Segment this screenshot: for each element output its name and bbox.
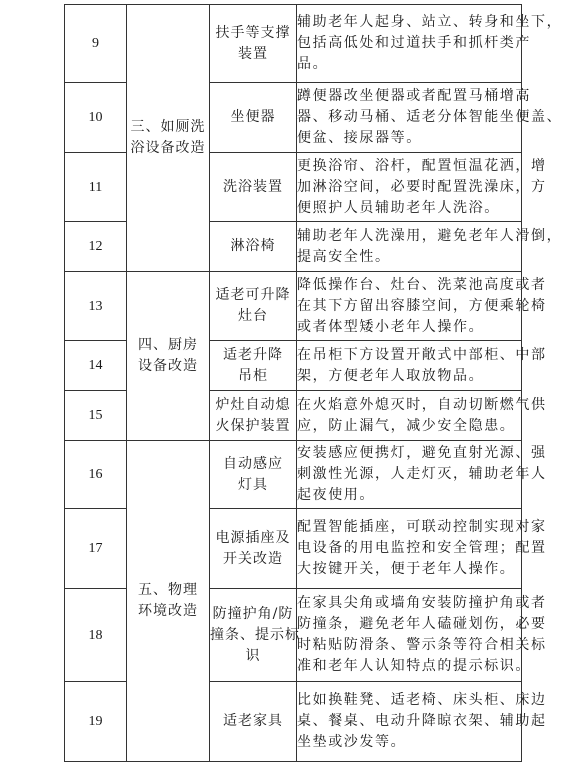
item-name: 适老家具 bbox=[210, 682, 297, 762]
item-name: 防撞护角/防 撞条、提示标 识 bbox=[210, 589, 297, 682]
item-description: 比如换鞋凳、适老椅、床头柜、床边 桌、餐桌、电动升降晾衣架、辅助起 坐垫或沙发等。 bbox=[297, 682, 522, 762]
item-description: 更换浴帘、浴杆，配置恒温花洒，增 加淋浴空间，必要时配置洗澡床，方 便照护人员辅助老年人洗浴。 bbox=[297, 153, 522, 222]
row-number: 13 bbox=[65, 272, 127, 341]
item-description: 在吊柜下方设置开敞式中部柜、中部 架，方便老年人取放物品。 bbox=[297, 341, 522, 391]
table-row bbox=[65, 441, 522, 509]
category-line: 设备改造 bbox=[138, 358, 198, 374]
category-line: 环境改造 bbox=[138, 603, 198, 619]
item-name: 扶手等支撑 装置 bbox=[210, 5, 297, 83]
category-cell bbox=[127, 5, 210, 272]
item-name: 电源插座及 开关改造 bbox=[210, 509, 297, 589]
item-description: 在家具尖角或墙角安装防撞护角或者 防撞条，避免老年人磕碰划伤，必要 时粘贴防滑条、警示条等符合相关标 准和老年人认知特点的提示标识。 bbox=[297, 589, 522, 682]
item-name: 炉灶自动熄 火保护装置 bbox=[210, 391, 297, 441]
category-line: 四、厨房 bbox=[138, 337, 198, 353]
category-cell bbox=[127, 441, 210, 762]
renovation-items-table bbox=[64, 4, 563, 762]
row-number: 18 bbox=[65, 589, 127, 682]
row-number: 14 bbox=[65, 341, 127, 391]
row-number: 12 bbox=[65, 222, 127, 272]
item-description: 辅助老年人洗澡用，避免老年人滑倒， 提高安全性。 bbox=[297, 222, 522, 272]
table-row bbox=[65, 272, 522, 341]
row-number: 19 bbox=[65, 682, 127, 762]
row-number: 17 bbox=[65, 509, 127, 589]
item-name: 适老可升降 灶台 bbox=[210, 272, 297, 341]
item-name: 自动感应 灯具 bbox=[210, 441, 297, 509]
category-line: 浴设备改造 bbox=[130, 140, 206, 156]
item-name: 坐便器 bbox=[210, 83, 297, 153]
item-description: 配置智能插座，可联动控制实现对家 电设备的用电监控和安全管理；配置 大按键开关，便于老年人操作。 bbox=[297, 509, 522, 589]
item-description: 蹲便器改坐便器或者配置马桶增高 器、移动马桶、适老分体智能坐便盖、 便盆、接尿器等。 bbox=[297, 83, 522, 153]
item-description: 降低操作台、灶台、洗菜池高度或者 在其下方留出容膝空间，方便乘轮椅 或者体型矮小老年人操作。 bbox=[297, 272, 522, 341]
category-line: 三、如厕洗 bbox=[130, 119, 206, 135]
item-name: 淋浴椅 bbox=[210, 222, 297, 272]
row-number: 10 bbox=[65, 83, 127, 153]
item-name: 洗浴装置 bbox=[210, 153, 297, 222]
item-name: 适老升降 吊柜 bbox=[210, 341, 297, 391]
table-row bbox=[65, 5, 522, 83]
category-cell bbox=[127, 272, 210, 441]
row-number: 11 bbox=[65, 153, 127, 222]
item-description: 安装感应便携灯，避免直射光源、强 刺激性光源，人走灯灭，辅助老年人 起夜使用。 bbox=[297, 441, 522, 509]
row-number: 9 bbox=[65, 5, 127, 83]
row-number: 15 bbox=[65, 391, 127, 441]
item-description: 在火焰意外熄灭时，自动切断燃气供 应，防止漏气，减少安全隐患。 bbox=[297, 391, 522, 441]
row-number: 16 bbox=[65, 441, 127, 509]
category-line: 五、物理 bbox=[138, 582, 198, 598]
item-description: 辅助老年人起身、站立、转身和坐下， 包括高低处和过道扶手和抓杆类产 品。 bbox=[297, 5, 522, 83]
